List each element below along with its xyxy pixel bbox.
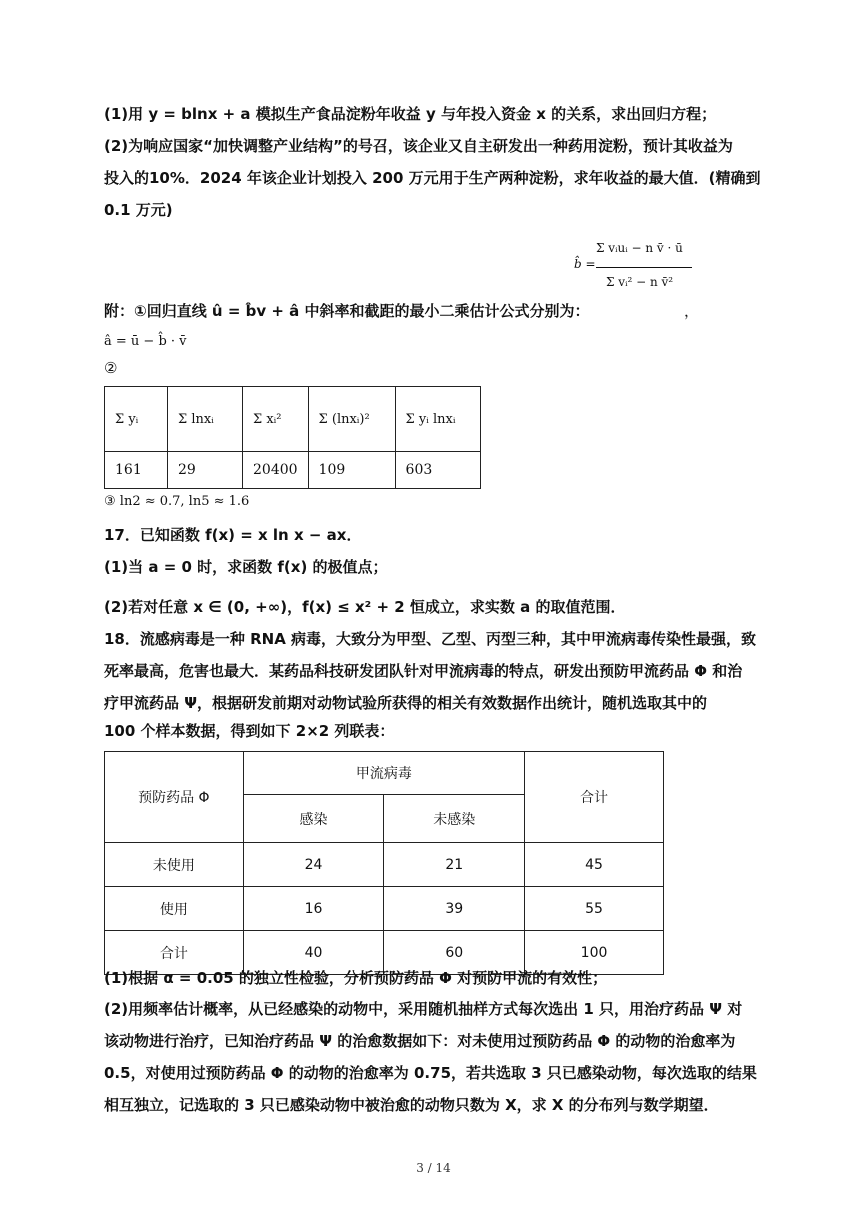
table-row-label: 使用: [105, 887, 244, 931]
table-row: [105, 387, 481, 452]
table-cell: 16: [243, 887, 384, 931]
q17-part2: (2)若对任意 x ∈ (0, +∞)，f(x) ≤ x² + 2 恒成立，求实数 a 的取值范围．: [104, 598, 626, 616]
table-cell: 39: [384, 887, 525, 931]
table-cell: 161: [105, 452, 168, 489]
mark-2: ②: [104, 359, 118, 377]
q17-part1: (1)当 a = 0 时，求函数 f(x) 的极值点；: [104, 558, 388, 576]
table-cell: 60: [384, 931, 525, 975]
q18-part2-line1: (2)用频率估计概率，从已经感染的动物中，采用随机抽样方式每次选出 1 只，用治疗药品 Ψ 对: [104, 1000, 743, 1018]
q18-part2-line3: 0.5，对使用过预防药品 Φ 的动物的治愈率为 0.75，若共选取 3 只已感染动物，每次选取的结果: [104, 1064, 757, 1082]
a-hat-formula: â = ū − b̂ · v̄: [104, 334, 187, 349]
appendix-comma: ，: [684, 302, 700, 320]
q18-part2-line4: 相互独立，记选取的 3 只已感染动物中被治愈的动物只数为 X，求 X 的分布列与数学期望．: [104, 1096, 719, 1114]
table-header-cell: Σ yᵢ: [105, 387, 168, 452]
q18-part2-line2: 该动物进行治疗，已知治疗药品 Ψ 的治愈数据如下：对未使用过预防药品 Φ 的动物的治愈率为: [104, 1032, 736, 1050]
table-cell: 20400: [243, 452, 309, 489]
q18-line3: 疗甲流药品 Ψ，根据研发前期对动物试验所获得的相关有效数据作出统计，随机选取其中的: [104, 694, 707, 712]
q18-part1: (1)根据 α = 0.05 的独立性检验，分析预防药品 Φ 对预防甲流的有效性；: [104, 969, 608, 987]
fraction-bar: [596, 267, 692, 268]
table-header-cell: Σ xᵢ²: [243, 387, 309, 452]
table-row: [105, 452, 481, 489]
table-cell: 55: [525, 887, 664, 931]
table-cell: 21: [384, 843, 525, 887]
q18-line2: 死率最高，危害也最大．某药品科技研发团队针对甲流病毒的特点，研发出预防甲流药品 Φ 和治: [104, 662, 743, 680]
table-col-header: 感染: [243, 795, 384, 843]
table-cell: 45: [525, 843, 664, 887]
table-cell: 24: [243, 843, 384, 887]
appendix-text: 附：①回归直线 û = b̂v + â 中斜率和截距的最小二乘估计公式分别为：: [104, 302, 590, 320]
table-row-label: 合计: [105, 931, 244, 975]
b-hat-numerator: Σ vᵢuᵢ − n v̄ · ū: [596, 241, 683, 255]
b-hat-lhs: b̂ =: [574, 257, 596, 271]
table-row-label: 未使用: [105, 843, 244, 887]
q17-title: 17．已知函数 f(x) = x ln x − ax．: [104, 526, 362, 544]
b-hat-denominator: Σ vᵢ² − n v̄²: [606, 275, 674, 289]
summary-table: [104, 386, 481, 489]
table-header-cell: Σ (lnxᵢ)²: [308, 387, 395, 452]
table-cell: 29: [168, 452, 243, 489]
table-row: [105, 887, 664, 931]
contingency-table: [104, 751, 664, 975]
table-group-header: 甲流病毒: [243, 752, 524, 795]
table-cell: 603: [395, 452, 480, 489]
q16-part2-line1: (2)为响应国家“加快调整产业结构”的号召，该企业又自主研发出一种药用淀粉，预计其收益为: [104, 137, 733, 155]
q16-part2-line2: 投入的10%．2024 年该企业计划投入 200 万元用于生产两种淀粉，求年收益的最大值．(精确到: [104, 169, 761, 187]
table-cell: 100: [525, 931, 664, 975]
table-header-cell: Σ yᵢ lnxᵢ: [395, 387, 480, 452]
table-row: [105, 843, 664, 887]
mark-3-text: ③ ln2 ≈ 0.7, ln5 ≈ 1.6: [104, 494, 250, 509]
q18-line1: 18．流感病毒是一种 RNA 病毒，大致分为甲型、乙型、丙型三种，其中甲流病毒传染性最强，致: [104, 630, 757, 648]
q16-part1: (1)用 y = blnx + a 模拟生产食品淀粉年收益 y 与年投入资金 x 的关系，求出回归方程；: [104, 105, 717, 123]
table-row: [105, 752, 664, 795]
q18-line4: 100 个样本数据，得到如下 2×2 列联表：: [104, 722, 395, 740]
q16-part2-line3: 0.1 万元): [104, 201, 173, 219]
table-header-cell: Σ lnxᵢ: [168, 387, 243, 452]
table-total-header: 合计: [525, 752, 664, 843]
table-corner-cell: 预防药品 Φ: [105, 752, 244, 843]
table-cell: 109: [308, 452, 395, 489]
table-col-header: 未感染: [384, 795, 525, 843]
page-number: 3 / 14: [416, 1161, 451, 1175]
table-cell: 40: [243, 931, 384, 975]
b-hat-formula: [574, 235, 694, 315]
